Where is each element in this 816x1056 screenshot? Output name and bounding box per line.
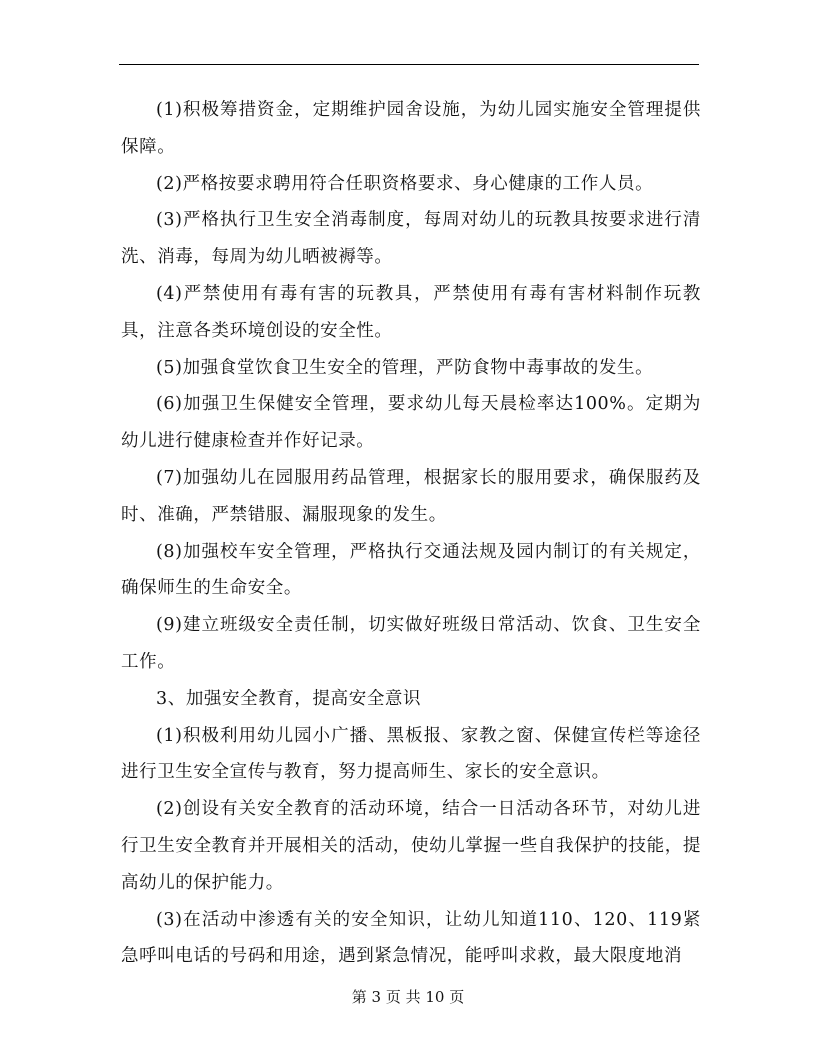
- paragraph-7: (7)加强幼儿在园服用药品管理，根据家长的服用要求，确保服药及时、准确，严禁错服、漏服现象的发生。: [121, 467, 701, 525]
- paragraph-6: (6)加强卫生保健安全管理，要求幼儿每天晨检率达100%。定期为幼儿进行健康检查并作好记录。: [121, 394, 701, 452]
- header-rule: [119, 64, 699, 65]
- paragraph-5: (5)加强食堂饮食卫生安全的管理，严防食物中毒事故的发生。: [156, 357, 654, 378]
- paragraph-3: (3)严格执行卫生安全消毒制度，每周对幼儿的玩教具按要求进行清洗、消毒，每周为幼儿晒被褥等。: [121, 210, 701, 268]
- paragraph-2: (2)严格按要求聘用符合任职资格要求、身心健康的工作人员。: [156, 173, 654, 194]
- paragraph-12: (3)在活动中渗透有关的安全知识，让幼儿知道110、120、119紧急呼叫电话的号码和用途，遇到紧急情况，能呼叫求救，最大限度地消: [121, 909, 701, 967]
- paragraph-10: (1)积极利用幼儿园小广播、黑板报、家教之窗、保健宣传栏等途径进行卫生安全宣传与教育，努力提高师生、家长的安全意识。: [121, 725, 701, 783]
- section-heading: 3、加强安全教育，提高安全意识: [156, 688, 422, 709]
- paragraph-9: (9)建立班级安全责任制，切实做好班级日常活动、饮食、卫生安全工作。: [121, 615, 701, 672]
- paragraph-11: (2)创设有关安全教育的活动环境，结合一日活动各环节，对幼儿进行卫生安全教育并开展相关的活动，使幼儿掌握一些自我保护的技能，提高幼儿的保护能力。: [121, 799, 701, 893]
- paragraph-8: (8)加强校车安全管理，严格执行交通法规及园内制订的有关规定，确保师生的生命安全。: [121, 541, 701, 599]
- paragraph-1: (1)积极筹措资金，定期维护园舍设施，为幼儿园实施安全管理提供保障。: [121, 100, 701, 157]
- paragraph-4: (4)严禁使用有毒有害的玩教具，严禁使用有毒有害材料制作玩教具，注意各类环境创设的安全性。: [121, 283, 701, 341]
- document-body: [121, 92, 701, 975]
- page-footer: 第 3 页 共 10 页: [351, 988, 465, 1006]
